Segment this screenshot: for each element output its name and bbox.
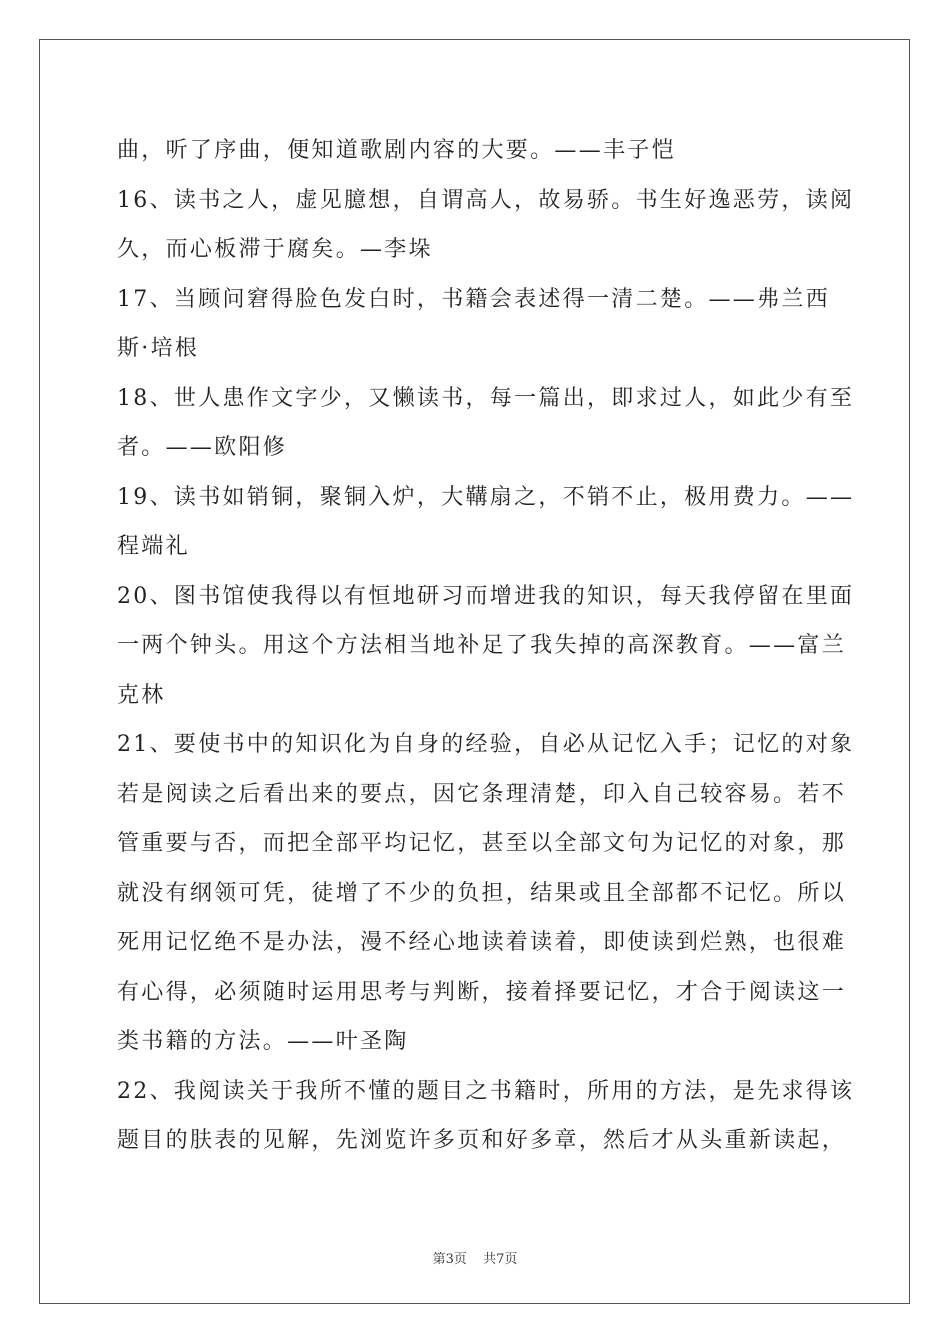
text-line: 斯·培根 <box>117 336 200 361</box>
text-line: 题目的肤表的见解，先浏览许多页和好多章，然后才从头重新读起， <box>117 1128 847 1153</box>
text-line: 22、我阅读关于我所不懂的题目之书籍时，所用的方法，是先求得该 <box>117 1078 855 1104</box>
text-line: 一两个钟头。用这个方法相当地补足了我失掉的高深教育。——富兰 <box>117 633 847 658</box>
text-line: 管重要与否，而把全部平均记忆，甚至以全部文句为记忆的对象，那 <box>117 831 847 856</box>
text-line: 死用记忆绝不是办法，漫不经心地读着读着，即使读到烂熟，也很难 <box>117 930 847 955</box>
text-line: 程端礼 <box>117 534 190 559</box>
text-line: 21、要使书中的知识化为自身的经验，自必从记忆入手；记忆的对象 <box>117 732 855 757</box>
text-line: 16、读书之人，虚见臆想，自谓高人，故易骄。书生好逸恶劳，读阅 <box>117 187 855 213</box>
text-line: 19、读书如销铜，聚铜入炉，大鞲扇之，不销不止，极用费力。—— <box>117 484 855 510</box>
text-line: 有心得，必须随时运用思考与判断，接着择要记忆，才合于阅读这一 <box>117 979 847 1005</box>
document-body <box>117 126 855 1166</box>
text-line: 若是阅读之后看出来的要点，因它条理清楚，印入自己较容易。若不 <box>117 781 847 807</box>
text-line: 克林 <box>117 682 166 708</box>
text-line: 久，而心板滞于腐矣。—李垛 <box>117 237 433 262</box>
page-footer <box>0 1248 950 1267</box>
text-line: 类书籍的方法。——叶圣陶 <box>117 1029 409 1054</box>
text-line: 者。——欧阳修 <box>117 435 288 460</box>
page-number: 第3页 <box>432 1252 467 1267</box>
text-line: 17、当顾问窘得脸色发白时，书籍会表述得一清二楚。——弗兰西 <box>117 286 830 312</box>
text-line: 18、世人患作文字少，又懒读书，每一篇出，即求过人，如此少有至 <box>117 385 855 411</box>
page-total: 共7页 <box>483 1252 518 1267</box>
text-line: 20、图书馆使我得以有恒地研习而增进我的知识，每天我停留在里面 <box>117 583 855 609</box>
text-line: 曲，听了序曲，便知道歌剧内容的大要。——丰子恺 <box>117 138 676 163</box>
text-line: 就没有纲领可凭，徒增了不少的负担，结果或且全部都不记忆。所以 <box>117 880 847 906</box>
